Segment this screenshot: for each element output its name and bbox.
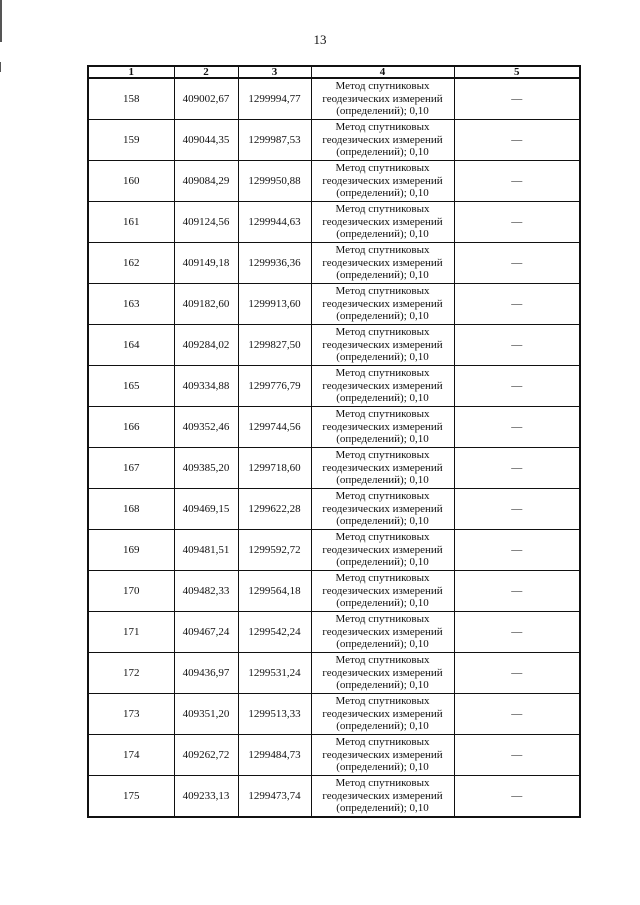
method-line: Метод спутниковых bbox=[335, 121, 430, 134]
point-number-cell: 169 bbox=[88, 530, 174, 571]
method-line: Метод спутниковых bbox=[335, 572, 430, 585]
column-header-2: 2 bbox=[174, 66, 238, 78]
point-number-cell: 167 bbox=[88, 448, 174, 489]
method-line: (определений); 0,10 bbox=[336, 187, 429, 200]
column-header-1: 1 bbox=[88, 66, 174, 78]
y-coordinate-cell: 1299776,79 bbox=[238, 366, 311, 407]
scan-edge-mark bbox=[0, 62, 1, 72]
y-coordinate-cell: 1299936,36 bbox=[238, 243, 311, 284]
table-row bbox=[88, 776, 580, 818]
x-coordinate-cell: 409182,60 bbox=[174, 284, 238, 325]
x-coordinate-cell: 409467,24 bbox=[174, 612, 238, 653]
y-coordinate-cell: 1299564,18 bbox=[238, 571, 311, 612]
method-line: геодезических измерений bbox=[322, 666, 443, 679]
method-cell bbox=[311, 407, 454, 448]
method-cell bbox=[311, 571, 454, 612]
table-row bbox=[88, 407, 580, 448]
x-coordinate-cell: 409262,72 bbox=[174, 735, 238, 776]
method-line: Метод спутниковых bbox=[335, 244, 430, 257]
method-line: (определений); 0,10 bbox=[336, 802, 429, 815]
column-5-cell: — bbox=[454, 735, 580, 776]
column-5-cell: — bbox=[454, 653, 580, 694]
method-line: (определений); 0,10 bbox=[336, 515, 429, 528]
method-line: Метод спутниковых bbox=[335, 80, 430, 93]
table-row bbox=[88, 448, 580, 489]
method-line: геодезических измерений bbox=[322, 256, 443, 269]
y-coordinate-cell: 1299473,74 bbox=[238, 776, 311, 818]
column-5-cell: — bbox=[454, 612, 580, 653]
column-5-cell: — bbox=[454, 489, 580, 530]
y-coordinate-cell: 1299994,77 bbox=[238, 78, 311, 120]
point-number-cell: 171 bbox=[88, 612, 174, 653]
method-line: геодезических измерений bbox=[322, 707, 443, 720]
method-line: (определений); 0,10 bbox=[336, 310, 429, 323]
table-row bbox=[88, 489, 580, 530]
method-cell bbox=[311, 202, 454, 243]
column-5-cell: — bbox=[454, 694, 580, 735]
y-coordinate-cell: 1299542,24 bbox=[238, 612, 311, 653]
point-number-cell: 163 bbox=[88, 284, 174, 325]
method-cell bbox=[311, 612, 454, 653]
point-number-cell: 172 bbox=[88, 653, 174, 694]
point-number-cell: 162 bbox=[88, 243, 174, 284]
column-5-cell: — bbox=[454, 325, 580, 366]
method-cell bbox=[311, 735, 454, 776]
column-header-4: 4 bbox=[311, 66, 454, 78]
table-row bbox=[88, 653, 580, 694]
coordinates-table bbox=[87, 65, 581, 818]
method-line: (определений); 0,10 bbox=[336, 351, 429, 364]
y-coordinate-cell: 1299718,60 bbox=[238, 448, 311, 489]
method-line: Метод спутниковых bbox=[335, 777, 430, 790]
column-5-cell: — bbox=[454, 407, 580, 448]
column-5-cell: — bbox=[454, 202, 580, 243]
y-coordinate-cell: 1299944,63 bbox=[238, 202, 311, 243]
method-line: (определений); 0,10 bbox=[336, 761, 429, 774]
point-number-cell: 158 bbox=[88, 78, 174, 120]
column-5-cell: — bbox=[454, 78, 580, 120]
method-line: геодезических измерений bbox=[322, 420, 443, 433]
table-header-row bbox=[88, 66, 580, 78]
method-line: Метод спутниковых bbox=[335, 695, 430, 708]
method-line: (определений); 0,10 bbox=[336, 105, 429, 118]
method-line: геодезических измерений bbox=[322, 584, 443, 597]
x-coordinate-cell: 409233,13 bbox=[174, 776, 238, 818]
x-coordinate-cell: 409044,35 bbox=[174, 120, 238, 161]
method-cell bbox=[311, 366, 454, 407]
column-5-cell: — bbox=[454, 776, 580, 818]
method-line: геодезических измерений bbox=[322, 543, 443, 556]
method-cell bbox=[311, 284, 454, 325]
x-coordinate-cell: 409482,33 bbox=[174, 571, 238, 612]
x-coordinate-cell: 409481,51 bbox=[174, 530, 238, 571]
point-number-cell: 165 bbox=[88, 366, 174, 407]
method-cell bbox=[311, 120, 454, 161]
table-row bbox=[88, 120, 580, 161]
table-row bbox=[88, 530, 580, 571]
method-line: геодезических измерений bbox=[322, 92, 443, 105]
method-line: Метод спутниковых bbox=[335, 203, 430, 216]
y-coordinate-cell: 1299531,24 bbox=[238, 653, 311, 694]
column-5-cell: — bbox=[454, 571, 580, 612]
method-line: Метод спутниковых bbox=[335, 490, 430, 503]
method-line: (определений); 0,10 bbox=[336, 228, 429, 241]
x-coordinate-cell: 409124,56 bbox=[174, 202, 238, 243]
method-line: геодезических измерений bbox=[322, 461, 443, 474]
y-coordinate-cell: 1299484,73 bbox=[238, 735, 311, 776]
method-cell bbox=[311, 776, 454, 818]
table-row bbox=[88, 325, 580, 366]
x-coordinate-cell: 409469,15 bbox=[174, 489, 238, 530]
x-coordinate-cell: 409284,02 bbox=[174, 325, 238, 366]
table-row bbox=[88, 571, 580, 612]
method-line: Метод спутниковых bbox=[335, 326, 430, 339]
table-row bbox=[88, 243, 580, 284]
method-line: (определений); 0,10 bbox=[336, 556, 429, 569]
y-coordinate-cell: 1299744,56 bbox=[238, 407, 311, 448]
point-number-cell: 170 bbox=[88, 571, 174, 612]
table-row bbox=[88, 366, 580, 407]
method-cell bbox=[311, 530, 454, 571]
point-number-cell: 175 bbox=[88, 776, 174, 818]
x-coordinate-cell: 409385,20 bbox=[174, 448, 238, 489]
method-cell bbox=[311, 653, 454, 694]
y-coordinate-cell: 1299513,33 bbox=[238, 694, 311, 735]
y-coordinate-cell: 1299987,53 bbox=[238, 120, 311, 161]
x-coordinate-cell: 409002,67 bbox=[174, 78, 238, 120]
column-5-cell: — bbox=[454, 243, 580, 284]
method-line: геодезических измерений bbox=[322, 133, 443, 146]
method-line: геодезических измерений bbox=[322, 789, 443, 802]
method-cell bbox=[311, 161, 454, 202]
method-line: геодезических измерений bbox=[322, 748, 443, 761]
method-line: (определений); 0,10 bbox=[336, 146, 429, 159]
x-coordinate-cell: 409149,18 bbox=[174, 243, 238, 284]
method-line: (определений); 0,10 bbox=[336, 679, 429, 692]
method-cell bbox=[311, 448, 454, 489]
point-number-cell: 159 bbox=[88, 120, 174, 161]
method-line: геодезических измерений bbox=[322, 379, 443, 392]
column-5-cell: — bbox=[454, 366, 580, 407]
method-line: (определений); 0,10 bbox=[336, 720, 429, 733]
column-5-cell: — bbox=[454, 120, 580, 161]
method-cell bbox=[311, 243, 454, 284]
method-line: геодезических измерений bbox=[322, 625, 443, 638]
point-number-cell: 168 bbox=[88, 489, 174, 530]
method-line: геодезических измерений bbox=[322, 297, 443, 310]
method-cell bbox=[311, 489, 454, 530]
column-5-cell: — bbox=[454, 284, 580, 325]
y-coordinate-cell: 1299622,28 bbox=[238, 489, 311, 530]
method-line: Метод спутниковых bbox=[335, 162, 430, 175]
table-row bbox=[88, 612, 580, 653]
point-number-cell: 173 bbox=[88, 694, 174, 735]
point-number-cell: 166 bbox=[88, 407, 174, 448]
method-line: (определений); 0,10 bbox=[336, 474, 429, 487]
x-coordinate-cell: 409351,20 bbox=[174, 694, 238, 735]
y-coordinate-cell: 1299827,50 bbox=[238, 325, 311, 366]
method-line: Метод спутниковых bbox=[335, 531, 430, 544]
method-line: геодезических измерений bbox=[322, 174, 443, 187]
x-coordinate-cell: 409436,97 bbox=[174, 653, 238, 694]
x-coordinate-cell: 409334,88 bbox=[174, 366, 238, 407]
point-number-cell: 161 bbox=[88, 202, 174, 243]
method-line: Метод спутниковых bbox=[335, 736, 430, 749]
table-row bbox=[88, 735, 580, 776]
column-header-5: 5 bbox=[454, 66, 580, 78]
point-number-cell: 164 bbox=[88, 325, 174, 366]
method-line: Метод спутниковых bbox=[335, 449, 430, 462]
method-line: геодезических измерений bbox=[322, 215, 443, 228]
method-line: (определений); 0,10 bbox=[336, 597, 429, 610]
table-row bbox=[88, 78, 580, 120]
method-line: (определений); 0,10 bbox=[336, 433, 429, 446]
method-line: (определений); 0,10 bbox=[336, 269, 429, 282]
method-line: Метод спутниковых bbox=[335, 613, 430, 626]
table-row bbox=[88, 284, 580, 325]
column-header-3: 3 bbox=[238, 66, 311, 78]
method-cell bbox=[311, 325, 454, 366]
table-body bbox=[88, 78, 580, 817]
y-coordinate-cell: 1299950,88 bbox=[238, 161, 311, 202]
column-5-cell: — bbox=[454, 448, 580, 489]
method-cell bbox=[311, 78, 454, 120]
method-line: геодезических измерений bbox=[322, 502, 443, 515]
method-line: геодезических измерений bbox=[322, 338, 443, 351]
y-coordinate-cell: 1299592,72 bbox=[238, 530, 311, 571]
page-number: 13 bbox=[313, 32, 327, 47]
method-line: Метод спутниковых bbox=[335, 285, 430, 298]
table-row bbox=[88, 694, 580, 735]
column-5-cell: — bbox=[454, 530, 580, 571]
method-cell bbox=[311, 694, 454, 735]
table-row bbox=[88, 161, 580, 202]
y-coordinate-cell: 1299913,60 bbox=[238, 284, 311, 325]
method-line: (определений); 0,10 bbox=[336, 638, 429, 651]
x-coordinate-cell: 409352,46 bbox=[174, 407, 238, 448]
point-number-cell: 174 bbox=[88, 735, 174, 776]
method-line: Метод спутниковых bbox=[335, 654, 430, 667]
method-line: Метод спутниковых bbox=[335, 367, 430, 380]
method-line: Метод спутниковых bbox=[335, 408, 430, 421]
table-row bbox=[88, 202, 580, 243]
x-coordinate-cell: 409084,29 bbox=[174, 161, 238, 202]
column-5-cell: — bbox=[454, 161, 580, 202]
method-line: (определений); 0,10 bbox=[336, 392, 429, 405]
point-number-cell: 160 bbox=[88, 161, 174, 202]
